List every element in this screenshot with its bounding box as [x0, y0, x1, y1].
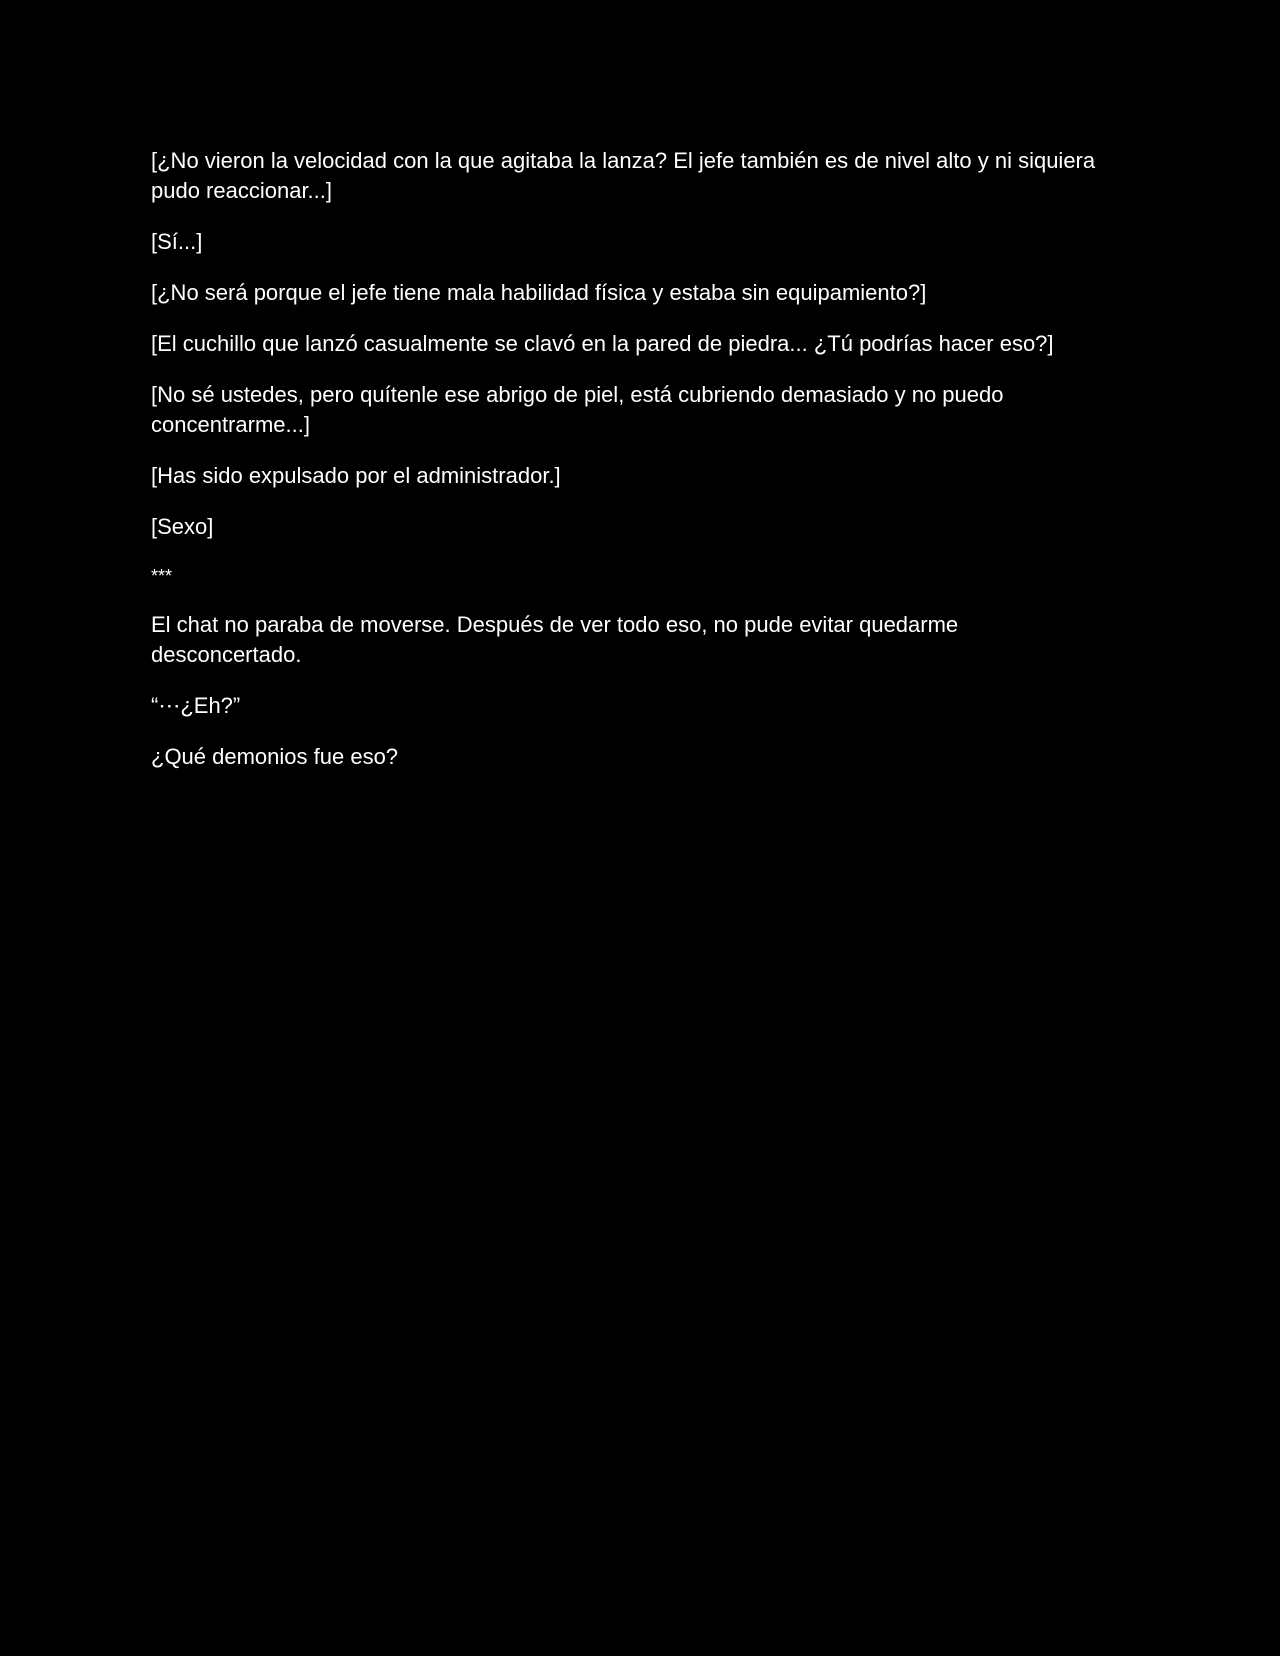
chat-message-fur-coat: [No sé ustedes, pero quítenle ese abrigo de piel, está cubriendo demasiado y no puedo concentrarme...]: [151, 382, 1010, 437]
chat-message-spear-speed: [¿No vieron la velocidad con la que agitaba la lanza? El jefe también es de nivel alto y ni siquiera pudo reaccionar...]: [151, 148, 1102, 203]
chat-message-expelled: [Has sido expulsado por el administrador.]: [151, 463, 561, 488]
dialogue-line: “⋯¿Eh?”: [151, 693, 241, 718]
chat-message-yes: [Sí...]: [151, 229, 203, 254]
chat-message-knife: [El cuchillo que lanzó casualmente se clavó en la pared de piedra... ¿Tú podrías hacer eso?]: [151, 331, 1054, 356]
narration-question: ¿Qué demonios fue eso?: [151, 744, 399, 769]
narration-paragraph: El chat no paraba de moverse. Después de ver todo eso, no pude evitar quedarme desconcertado.: [151, 612, 965, 667]
chat-message-short: [Sexo]: [151, 514, 214, 539]
section-separator: ***: [151, 566, 173, 586]
chat-message-physical-ability: [¿No será porque el jefe tiene mala habilidad física y estaba sin equipamiento?]: [151, 280, 927, 305]
document-body: [151, 146, 1111, 793]
